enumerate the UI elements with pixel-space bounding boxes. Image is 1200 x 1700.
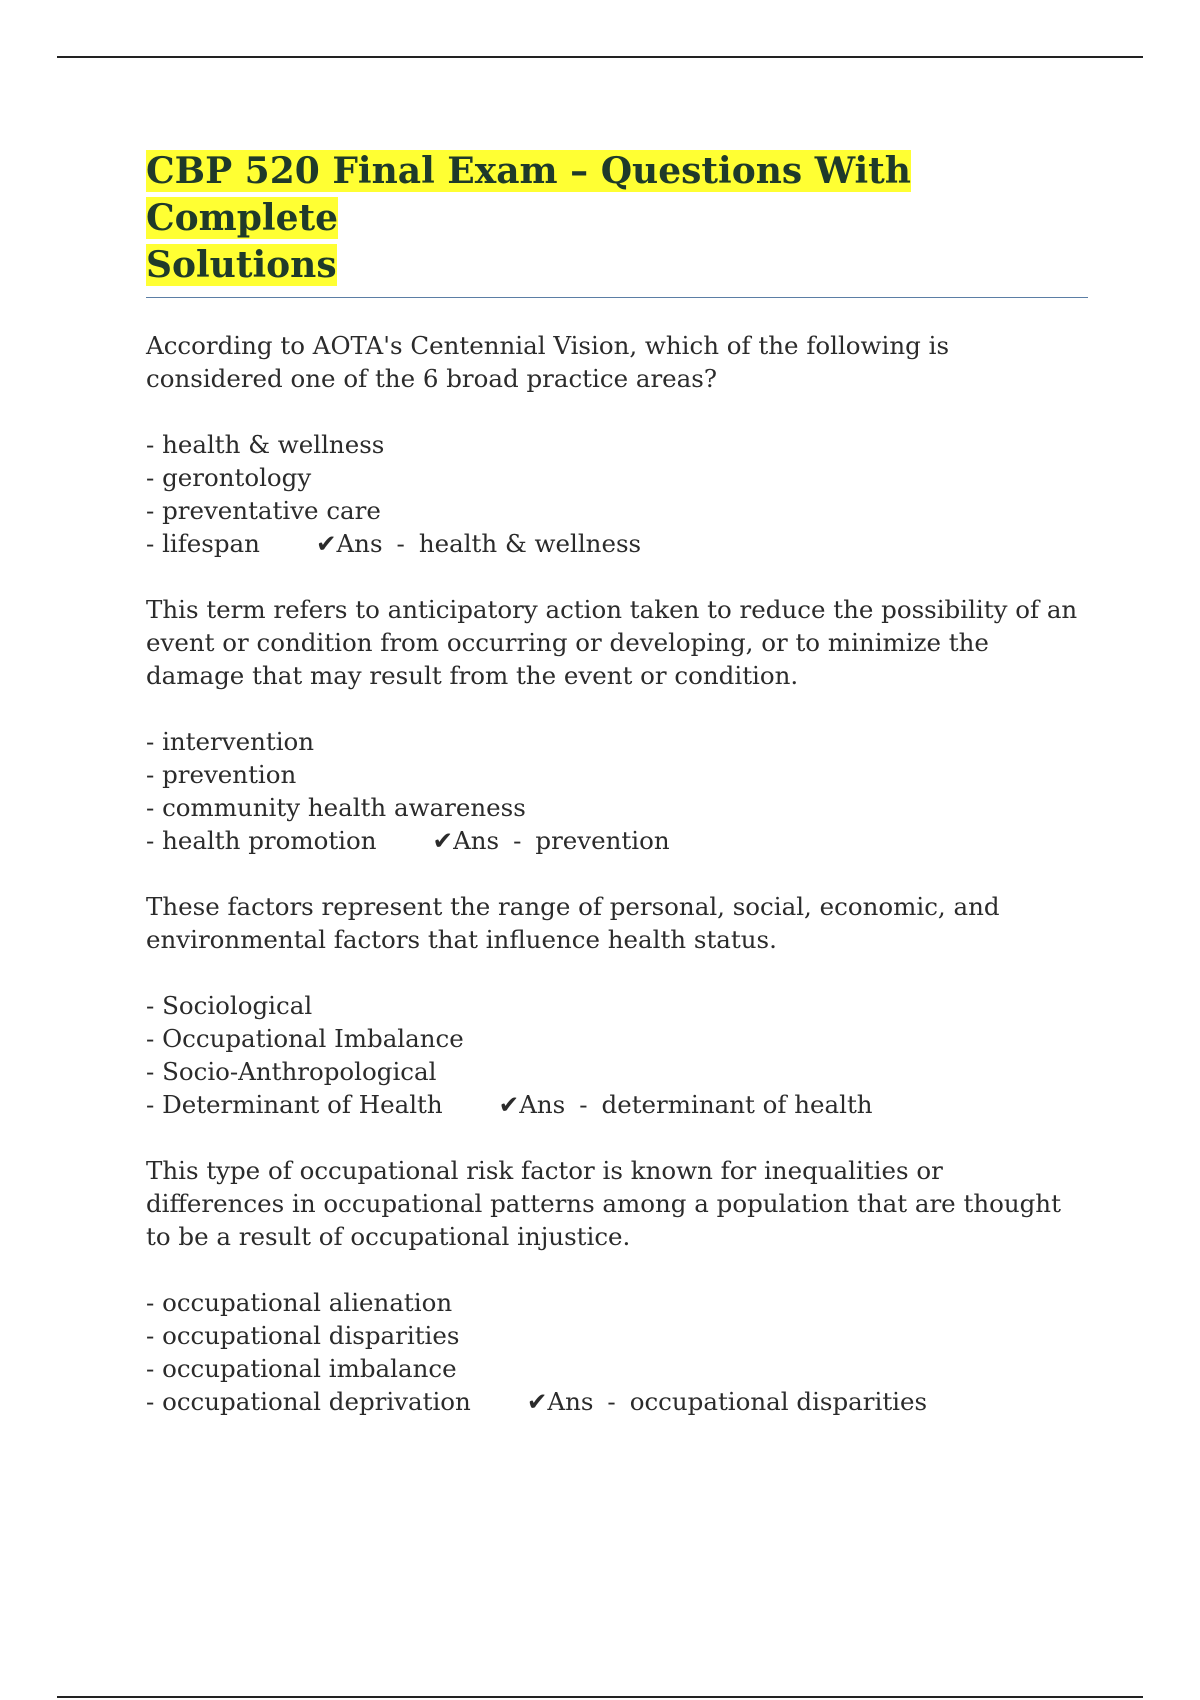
question-text: This term refers to anticipatory action taken to reduce the possibility of an event or condition from occurring or developing, or to minimize the damage that may result from the event or condition. [146,595,1078,690]
title-underline [146,297,1088,298]
option-item: - gerontology [146,463,312,492]
option-item: - occupational alienation [146,1288,453,1317]
answer-checkmark-label: ✔Ans [526,1387,594,1416]
option-item: - occupational disparities [146,1321,460,1350]
answer-text: occupational disparities [629,1387,928,1416]
option-item: - intervention [146,727,315,756]
option-item: - health & wellness [146,430,385,459]
option-item: - community health awareness [146,793,526,822]
answer-dash: - [513,826,522,855]
option-item: - preventative care [146,496,381,525]
title-line-1: CBP 520 Final Exam – Questions With Complete [146,150,911,239]
answer [433,824,670,857]
answer-checkmark-label: ✔Ans [315,529,383,558]
answer [499,1088,873,1121]
option-item: - lifespan ✔Ans - health & wellness [146,529,642,558]
answer-text: health & wellness [418,529,642,558]
option-item: - Determinant of Health ✔Ans - determinant of health [146,1090,873,1119]
question-block-3 [146,890,1088,1121]
answer-text: prevention [535,826,670,855]
question-text: According to AOTA's Centennial Vision, which of the following is considered one of the 6 broad practice areas? [146,331,950,393]
option-item: - health promotion ✔Ans - prevention [146,826,670,855]
footer-rule [57,1696,1143,1698]
document-title [146,148,1088,289]
option-item: - occupational deprivation ✔Ans - occupational disparities [146,1387,928,1416]
option-item: - prevention [146,760,297,789]
option-list [146,428,1088,560]
option-item: - occupational imbalance [146,1354,457,1383]
answer-dash: - [607,1387,616,1416]
header-rule [57,56,1143,58]
option-list [146,989,1088,1121]
question-text: This type of occupational risk factor is known for inequalities or differences in occupational patterns among a population that are thought to be a result of occupational injustice. [146,1156,1061,1251]
option-item: - Occupational Imbalance [146,1024,464,1053]
option-item: - Socio-Anthropological [146,1057,437,1086]
answer-dash: - [396,529,405,558]
question-block-4 [146,1154,1088,1418]
answer-checkmark-label: ✔Ans [432,826,500,855]
title-line-2: Solutions [146,244,337,286]
question-text: These factors represent the range of personal, social, economic, and environmental factors that influence health status. [146,892,1000,954]
answer-dash: - [579,1090,588,1119]
answer-checkmark-label: ✔Ans [498,1090,566,1119]
answer-text: determinant of health [601,1090,873,1119]
document-body [146,148,1088,1418]
answer [527,1385,927,1418]
question-block-2 [146,593,1088,857]
option-item: - Sociological [146,991,313,1020]
option-list [146,1286,1088,1418]
question-block-1 [146,329,1088,560]
answer [316,527,641,560]
option-list [146,725,1088,857]
